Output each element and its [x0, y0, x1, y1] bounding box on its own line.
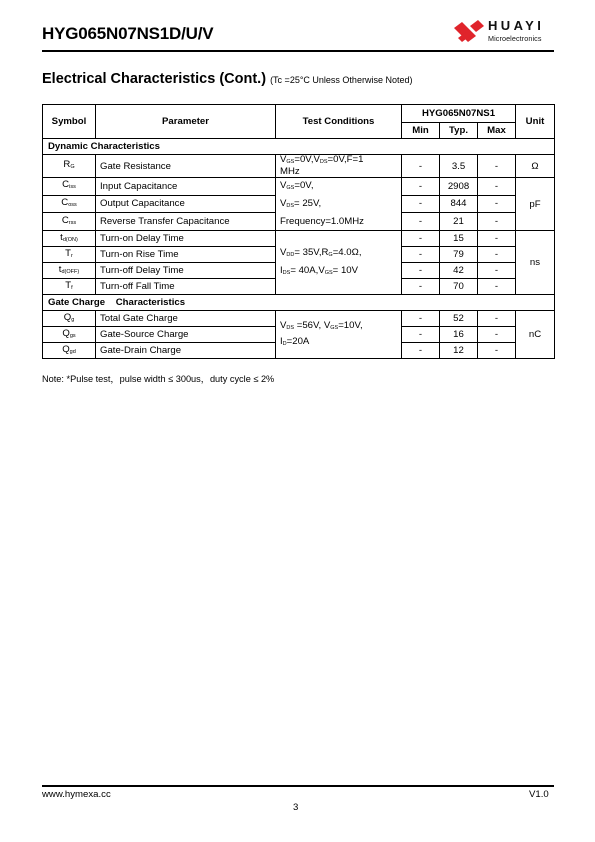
- min-cell: -: [402, 263, 440, 279]
- logo-mark-icon: [452, 18, 486, 48]
- symbol-cell: $C_{rss}$: [43, 213, 96, 231]
- typ-cell: 70: [440, 279, 478, 295]
- typ-cell: 16: [440, 327, 478, 343]
- min-cell: -: [402, 311, 440, 327]
- logo-subtitle: Microelectronics: [488, 34, 542, 43]
- parameter-cell: Input Capacitance: [96, 178, 276, 196]
- typ-cell: 844: [440, 195, 478, 213]
- group-header-dynamic: Dynamic Characteristics: [43, 139, 555, 155]
- electrical-characteristics-table: [42, 104, 555, 359]
- section-title: [42, 71, 412, 87]
- min-cell: -: [402, 195, 440, 213]
- max-cell: -: [478, 155, 516, 178]
- max-cell: -: [478, 263, 516, 279]
- parameter-cell: Reverse Transfer Capacitance: [96, 213, 276, 231]
- col-header-symbol: Symbol: [43, 105, 96, 139]
- typ-cell: 12: [440, 343, 478, 359]
- col-header-part-group: HYG065N07NS1: [402, 105, 516, 123]
- col-header-test-conditions: Test Conditions: [276, 105, 402, 139]
- symbol-cell: $Q_g$: [43, 311, 96, 327]
- typ-cell: 15: [440, 231, 478, 247]
- test-condition-cell: $V_{GS}=0V,V_{DS}=0V,F=1$ MHz: [276, 155, 402, 178]
- min-cell: -: [402, 327, 440, 343]
- symbol-cell: $t_{d(OFF)}$: [43, 263, 96, 279]
- table-row: [43, 311, 555, 327]
- min-cell: -: [402, 231, 440, 247]
- section-title-text: Electrical Characteristics (Cont.): [42, 71, 267, 87]
- max-cell: -: [478, 178, 516, 196]
- max-cell: -: [478, 195, 516, 213]
- parameter-cell: Turn-on Delay Time: [96, 231, 276, 247]
- col-header-min: Min: [402, 123, 440, 139]
- test-condition-cell: $V_{DS} =56V$, $V_{GS}=10V$, $I_D=20A$: [276, 311, 402, 359]
- table-row: [43, 178, 555, 196]
- group-header-gate-charge: Gate Charge Characteristics: [43, 295, 555, 311]
- parameter-cell: Turn-off Delay Time: [96, 263, 276, 279]
- unit-cell: Ω: [516, 155, 555, 178]
- col-header-max: Max: [478, 123, 516, 139]
- col-header-unit: Unit: [516, 105, 555, 139]
- company-logo: [452, 18, 556, 48]
- max-cell: -: [478, 343, 516, 359]
- footer-url[interactable]: www.hymexa.cc: [42, 789, 111, 800]
- symbol-cell: $R_G$: [43, 155, 96, 178]
- col-header-parameter: Parameter: [96, 105, 276, 139]
- parameter-cell: Gate-Source Charge: [96, 327, 276, 343]
- test-condition-cell: $V_{DD}= 35V,R_G=4.0\Omega$, $I_{DS}= 40A,V_{GS}= 10V$: [276, 231, 402, 295]
- min-cell: -: [402, 178, 440, 196]
- parameter-cell: Turn-on Rise Time: [96, 247, 276, 263]
- typ-cell: 42: [440, 263, 478, 279]
- parameter-cell: Turn-off Fall Time: [96, 279, 276, 295]
- max-cell: -: [478, 279, 516, 295]
- unit-cell: pF: [516, 178, 555, 231]
- typ-cell: 3.5: [440, 155, 478, 178]
- min-cell: -: [402, 279, 440, 295]
- unit-cell: ns: [516, 231, 555, 295]
- test-condition-cell: $V_{GS}=0V$, $V_{DS}= 25V$, Frequency=1.0MHz: [276, 178, 402, 231]
- symbol-cell: $Q_{gs}$: [43, 327, 96, 343]
- typ-cell: 79: [440, 247, 478, 263]
- parameter-cell: Gate Resistance: [96, 155, 276, 178]
- part-number-title: HYG065N07NS1D/U/V: [42, 24, 214, 43]
- logo-name: HUAYI: [488, 18, 545, 33]
- footer-version: V1.0: [529, 789, 549, 800]
- symbol-cell: $C_{iss}$: [43, 178, 96, 196]
- max-cell: -: [478, 311, 516, 327]
- table-row: [43, 231, 555, 247]
- pulse-test-note: Note: *Pulse test，pulse width ≤ 300us，duty cycle ≤ 2%: [42, 374, 275, 384]
- symbol-cell: $C_{oss}$: [43, 195, 96, 213]
- parameter-cell: Output Capacitance: [96, 195, 276, 213]
- footer-rule: [42, 785, 554, 787]
- min-cell: -: [402, 213, 440, 231]
- max-cell: -: [478, 213, 516, 231]
- symbol-cell: $t_{d(ON)}$: [43, 231, 96, 247]
- typ-cell: 52: [440, 311, 478, 327]
- symbol-cell: $T_f$: [43, 279, 96, 295]
- max-cell: -: [478, 327, 516, 343]
- symbol-cell: $Q_{gd}$: [43, 343, 96, 359]
- col-header-typ: Typ.: [440, 123, 478, 139]
- max-cell: -: [478, 231, 516, 247]
- page-number: 3: [293, 802, 299, 813]
- parameter-cell: Total Gate Charge: [96, 311, 276, 327]
- header-rule: [42, 50, 554, 52]
- typ-cell: 21: [440, 213, 478, 231]
- min-cell: -: [402, 343, 440, 359]
- parameter-cell: Gate-Drain Charge: [96, 343, 276, 359]
- typ-cell: 2908: [440, 178, 478, 196]
- min-cell: -: [402, 155, 440, 178]
- max-cell: -: [478, 247, 516, 263]
- symbol-cell: $T_r$: [43, 247, 96, 263]
- table-row: [43, 155, 555, 178]
- unit-cell: nC: [516, 311, 555, 359]
- min-cell: -: [402, 247, 440, 263]
- section-condition: (Tc =25°C Unless Otherwise Noted): [270, 75, 413, 85]
